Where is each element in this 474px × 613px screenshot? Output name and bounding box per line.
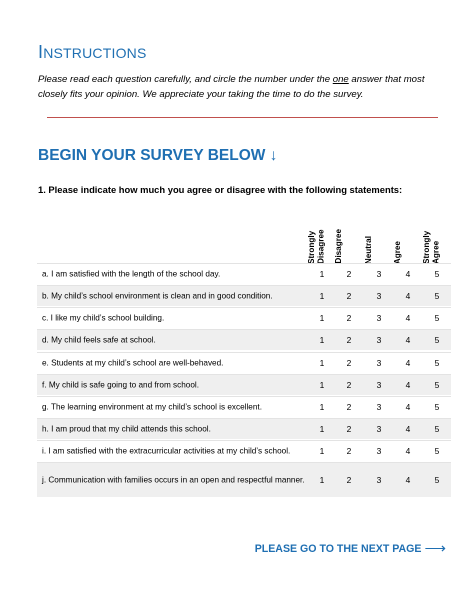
rating-option-1[interactable]: 1: [319, 379, 325, 390]
statement-row: [37, 440, 451, 461]
rating-option-3[interactable]: 3: [376, 446, 382, 457]
statement-row: [37, 396, 451, 417]
rating-option-3[interactable]: 3: [376, 379, 382, 390]
rating-option-5[interactable]: 5: [434, 423, 440, 434]
statement-text: g. The learning environment at my child’s school is excellent.: [42, 402, 262, 412]
rating-option-4[interactable]: 4: [405, 313, 411, 324]
rating-option-3[interactable]: 3: [376, 313, 382, 324]
statement-text: i. I am satisfied with the extracurricular activities at my child’s school.: [42, 446, 291, 456]
statement-row: [37, 418, 451, 439]
instructions-text: [38, 73, 450, 102]
instructions-heading-rest: NSTRUCTIONS: [43, 45, 147, 61]
rating-option-5[interactable]: 5: [434, 357, 440, 368]
rating-option-5[interactable]: 5: [434, 291, 440, 302]
instructions-text-part-1: Please read each question carefully, and circle the number under the: [38, 74, 333, 85]
rating-option-3[interactable]: 3: [376, 291, 382, 302]
scale-label-2: Disagree: [334, 229, 343, 264]
statement-row: [37, 374, 451, 395]
rating-option-2[interactable]: 2: [346, 269, 352, 279]
rating-option-1[interactable]: 1: [319, 269, 325, 279]
instructions-text-underlined: one: [332, 74, 349, 85]
rating-option-4[interactable]: 4: [405, 379, 411, 390]
statement-row: [37, 263, 451, 284]
rating-option-4[interactable]: 4: [405, 291, 411, 302]
rating-option-2[interactable]: 2: [346, 401, 352, 412]
statement-text: b. My child’s school environment is clean and in good condition.: [42, 291, 273, 301]
statement-row: [37, 462, 451, 497]
rating-option-4[interactable]: 4: [405, 357, 411, 368]
statement-text: f. My child is safe going to and from school.: [42, 380, 200, 390]
rating-option-3[interactable]: 3: [376, 475, 382, 486]
next-page-label: PLEASE GO TO THE NEXT PAGE: [254, 543, 422, 555]
rating-option-4[interactable]: 4: [405, 475, 411, 486]
statement-text: j. Communication with families occurs in an open and respectful manner.: [42, 475, 305, 485]
scale-header: [0, 214, 474, 264]
rating-option-2[interactable]: 2: [346, 335, 352, 346]
statement-text: h. I am proud that my child attends this school.: [42, 424, 211, 434]
instructions-heading: [38, 42, 147, 63]
rating-option-4[interactable]: 4: [405, 335, 411, 346]
rating-option-5[interactable]: 5: [434, 379, 440, 390]
question-1-title: 1. Please indicate how much you agree or disagree with the following statements:: [38, 184, 403, 195]
next-page-prompt[interactable]: [255, 539, 446, 557]
statement-row: [37, 352, 451, 373]
statement-text: a. I am satisfied with the length of the school day.: [42, 269, 221, 279]
rating-option-1[interactable]: 1: [319, 423, 325, 434]
rating-option-4[interactable]: 4: [405, 401, 411, 412]
rating-option-2[interactable]: 2: [346, 446, 352, 457]
statement-text: d. My child feels safe at school.: [42, 335, 156, 345]
rating-option-2[interactable]: 2: [346, 357, 352, 368]
rating-option-5[interactable]: 5: [434, 475, 440, 486]
rating-option-5[interactable]: 5: [434, 335, 440, 346]
statement-text: c. I like my child’s school building.: [42, 313, 165, 323]
rating-option-4[interactable]: 4: [405, 269, 411, 279]
rating-option-3[interactable]: 3: [376, 401, 382, 412]
scale-label-5: Strongly Agree: [422, 230, 441, 264]
rating-option-2[interactable]: 2: [346, 291, 352, 302]
rating-option-5[interactable]: 5: [434, 401, 440, 412]
rating-option-1[interactable]: 1: [319, 313, 325, 324]
rating-option-3[interactable]: 3: [376, 423, 382, 434]
rating-option-1[interactable]: 1: [319, 291, 325, 302]
instructions-heading-initial: I: [38, 42, 44, 62]
rating-option-4[interactable]: 4: [405, 423, 411, 434]
statement-row: [37, 285, 451, 306]
statement-row: [37, 307, 451, 328]
instructions-text-part-2: answer that most closely fits your opinion. We appreciate your taking the time to do the survey.: [38, 74, 425, 100]
rating-option-1[interactable]: 1: [319, 475, 325, 486]
rating-option-2[interactable]: 2: [346, 475, 352, 486]
rating-option-3[interactable]: 3: [376, 357, 382, 368]
rating-option-2[interactable]: 2: [346, 379, 352, 390]
rating-option-2[interactable]: 2: [346, 423, 352, 434]
section-divider: [47, 117, 438, 118]
right-arrow-icon: ⟶: [424, 540, 446, 557]
scale-label-3: Neutral: [364, 235, 373, 264]
begin-survey-heading: BEGIN YOUR SURVEY BELOW ↓: [38, 147, 278, 164]
rating-option-2[interactable]: 2: [346, 313, 352, 324]
statement-table: [37, 263, 451, 498]
statement-row: [37, 329, 451, 350]
rating-option-3[interactable]: 3: [376, 269, 382, 279]
rating-option-5[interactable]: 5: [434, 313, 440, 324]
rating-option-5[interactable]: 5: [434, 446, 440, 457]
scale-label-1: Strongly Disagree: [307, 229, 326, 264]
rating-option-1[interactable]: 1: [319, 335, 325, 346]
rating-option-1[interactable]: 1: [319, 401, 325, 412]
rating-option-3[interactable]: 3: [376, 335, 382, 346]
scale-label-4: Agree: [393, 240, 402, 264]
rating-option-4[interactable]: 4: [405, 446, 411, 457]
rating-option-5[interactable]: 5: [434, 269, 440, 279]
rating-option-1[interactable]: 1: [319, 446, 325, 457]
statement-text: e. Students at my child’s school are well-behaved.: [42, 358, 224, 368]
rating-option-1[interactable]: 1: [319, 357, 325, 368]
